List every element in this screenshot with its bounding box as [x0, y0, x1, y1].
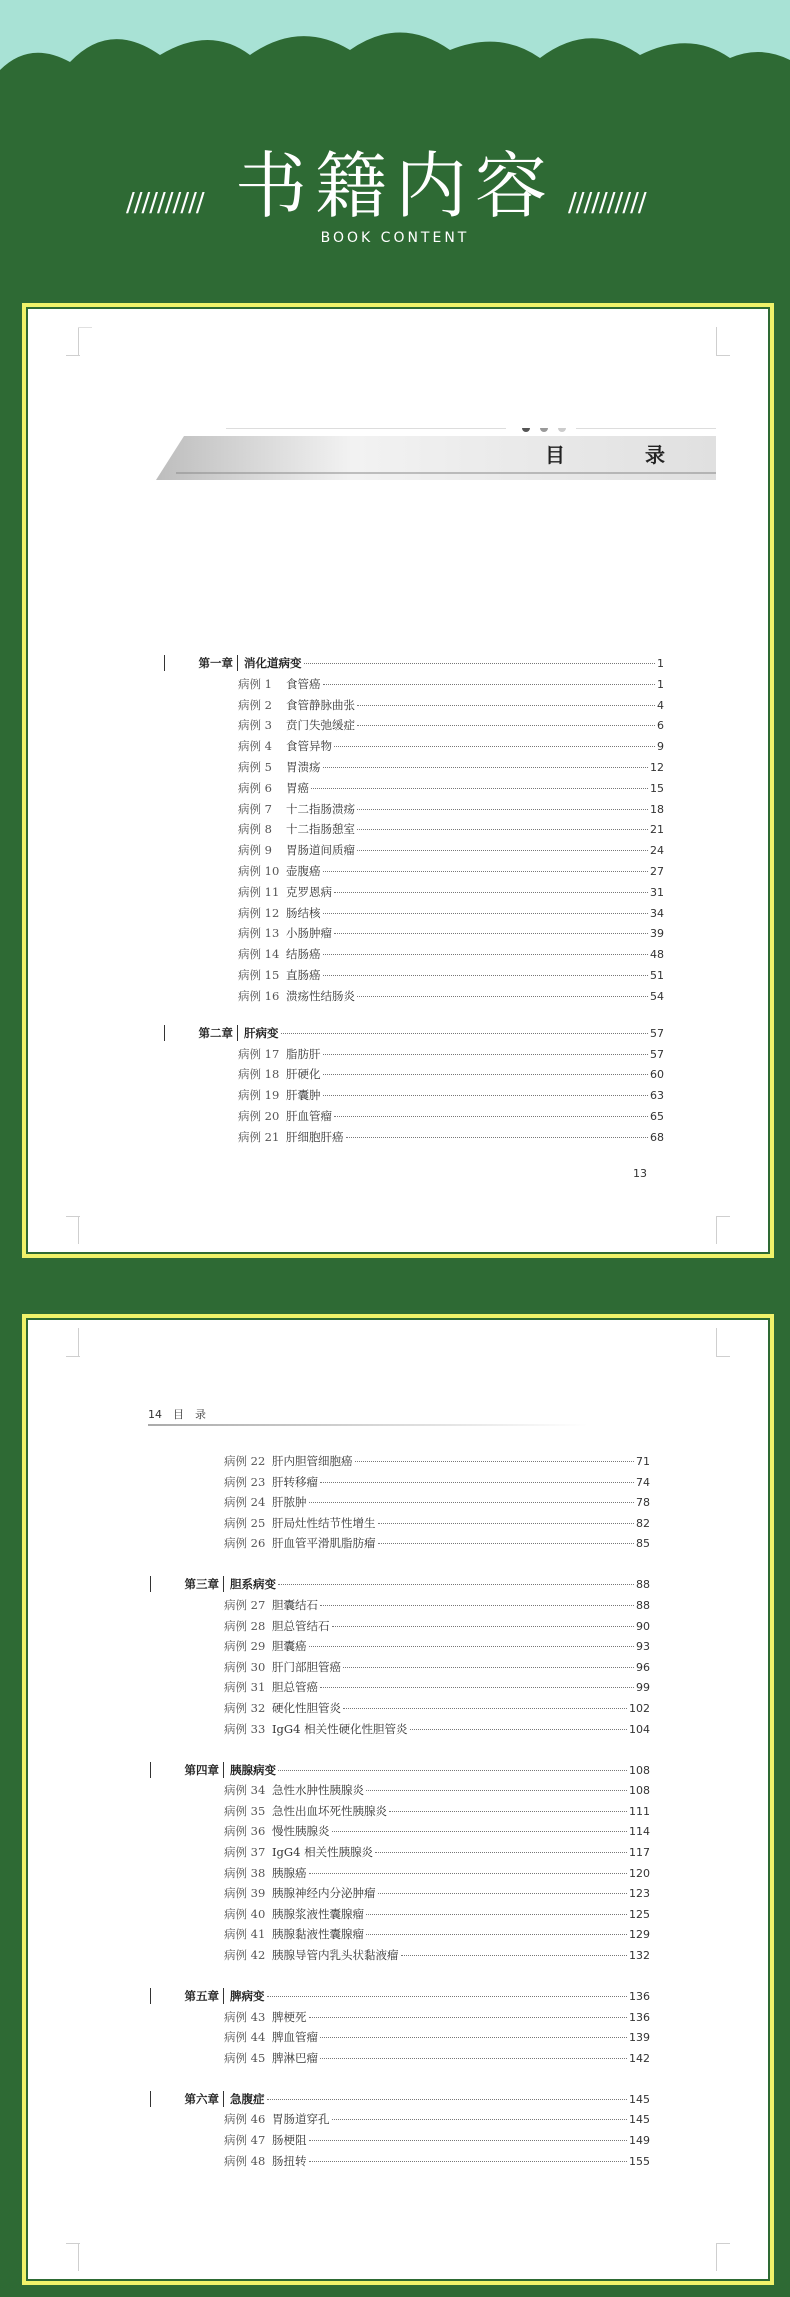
toc-case-row[interactable]	[150, 1597, 650, 1613]
dot-leader	[320, 2058, 627, 2059]
running-head-rule	[148, 1424, 588, 1426]
page-ref: 139	[629, 2031, 650, 2045]
page-ref: 15	[650, 781, 664, 795]
case-number: 病例 30	[224, 1659, 266, 1674]
dot-leader	[357, 850, 648, 851]
case-title: 肝转移瘤	[272, 1474, 318, 1489]
page-ref: 145	[629, 2113, 650, 2127]
chapter-title: 急腹症	[230, 2091, 265, 2106]
chapter-title: 胆系病变	[230, 1577, 276, 1592]
toc-case-row[interactable]	[164, 946, 664, 962]
page-ref: 9	[657, 740, 664, 754]
case-title: 胰腺黏液性囊腺瘤	[272, 1927, 364, 1942]
case-number: 病例 40	[224, 1906, 266, 1921]
dot-leader	[309, 1502, 635, 1503]
page-ref: 39	[650, 927, 664, 941]
case-number: 病例 38	[224, 1865, 266, 1880]
chapter-title: 肝病变	[244, 1025, 279, 1040]
case-title: 胰腺导管内乳头状黏液瘤	[272, 1948, 399, 1962]
page-ref: 145	[629, 2092, 650, 2106]
toc-list-page-1	[164, 655, 664, 1155]
toc-case-row[interactable]	[150, 1535, 650, 1551]
case-title: 胆总管结石	[272, 1618, 330, 1633]
dot-leader	[366, 1790, 627, 1791]
case-number: 病例 7	[238, 801, 272, 816]
page-ref: 90	[636, 1619, 650, 1633]
case-title: 十二指肠溃疡	[286, 801, 355, 816]
case-number: 病例 16	[238, 988, 280, 1003]
case-title: 肠梗阻	[272, 2133, 307, 2147]
toc-case-row[interactable]	[164, 801, 664, 817]
case-title: 克罗恩病	[286, 884, 332, 899]
crop-mark-tl	[66, 327, 94, 355]
page-ref: 1	[657, 657, 664, 670]
toc-case-row[interactable]	[164, 925, 664, 941]
case-number: 病例 35	[224, 1803, 266, 1818]
crop-mark-tr	[702, 327, 730, 355]
crop-mark-br	[702, 1216, 730, 1244]
page-ref: 136	[629, 2010, 650, 2024]
case-number: 病例 14	[238, 947, 280, 962]
dot-leader	[323, 767, 649, 768]
page-ref: 12	[650, 761, 664, 774]
case-title: 肠扭转	[272, 2153, 307, 2168]
case-title: 肝囊肿	[286, 1088, 321, 1103]
dot-leader	[357, 725, 655, 726]
toc-case-row[interactable]	[150, 1782, 650, 1798]
dot-leader	[309, 2140, 628, 2141]
sky-hills-decoration	[0, 0, 790, 120]
section-title: 书籍内容	[234, 144, 555, 228]
case-title: 十二指肠憩室	[286, 822, 355, 837]
page-ref: 123	[629, 1887, 650, 1901]
toc-case-row[interactable]	[150, 1865, 650, 1881]
running-head: 14 目 录	[148, 1408, 206, 1421]
case-number: 病例 26	[224, 1536, 266, 1551]
case-number: 病例 11	[238, 884, 280, 899]
dot-leader	[401, 1955, 628, 1956]
page-number: 13	[633, 1167, 647, 1180]
case-title: 胰腺神经内分泌肿瘤	[272, 1886, 376, 1901]
case-number: 病例 12	[238, 905, 280, 920]
case-number: 病例 25	[224, 1515, 266, 1530]
page-ref: 99	[636, 1681, 650, 1695]
case-number: 病例 18	[238, 1067, 280, 1082]
page-ref: 21	[650, 823, 664, 837]
case-number: 病例 36	[224, 1824, 266, 1839]
page-ref: 60	[650, 1068, 664, 1082]
toc-chapter-row[interactable]	[150, 1576, 650, 1592]
page-ref: 24	[650, 844, 664, 858]
dot-leader	[346, 1137, 649, 1138]
dot-leader	[278, 1770, 627, 1771]
page-ref: 88	[636, 1578, 650, 1592]
dot-leader	[332, 1626, 635, 1627]
crop-mark-bl	[66, 2243, 94, 2271]
case-title: 溃疡性结肠炎	[286, 988, 355, 1003]
dot-leader	[323, 871, 649, 872]
chapter-title: 胰腺病变	[230, 1762, 276, 1777]
dot-leader	[343, 1667, 634, 1668]
toc-chapter-row[interactable]	[164, 655, 664, 671]
toc-case-row[interactable]	[164, 842, 664, 858]
case-number: 病例 31	[224, 1680, 266, 1695]
page-ref: 136	[629, 1990, 650, 2003]
dot-leader	[332, 2119, 628, 2120]
case-title: 肝细胞肝癌	[286, 1129, 344, 1144]
toc-case-row[interactable]	[150, 1494, 650, 1510]
toc-chapter-row[interactable]	[150, 1988, 650, 2004]
page-ref: 48	[650, 948, 664, 962]
page-ref: 57	[650, 1047, 664, 1061]
toc-case-row[interactable]	[150, 1906, 650, 1922]
toc-case-row[interactable]	[164, 1129, 664, 1145]
toc-case-row[interactable]	[150, 1638, 650, 1654]
chapter-title: 脾病变	[230, 1989, 265, 2003]
page-ref: 149	[629, 2134, 650, 2147]
dot-leader	[323, 1054, 649, 1055]
page-ref: 155	[629, 2154, 650, 2168]
dot-leader	[320, 2037, 627, 2038]
case-title: 脂肪肝	[286, 1046, 321, 1061]
page-ref: 51	[650, 969, 664, 982]
case-number: 病例 19	[238, 1088, 280, 1103]
dot-leader	[323, 1095, 649, 1096]
case-title: 贲门失弛缓症	[286, 718, 355, 733]
dot-leader	[309, 2017, 628, 2018]
case-title: 肝硬化	[286, 1067, 321, 1082]
case-number: 病例 47	[224, 2133, 266, 2147]
page-ref: 1	[657, 677, 664, 691]
case-number: 病例 4	[238, 739, 272, 754]
case-title: 胃溃疡	[286, 760, 321, 774]
right-slash-decoration: //////////	[568, 188, 646, 218]
page-ref: 117	[629, 1846, 650, 1859]
page-ref: 63	[650, 1089, 664, 1103]
case-title: 胰腺浆液性囊腺瘤	[272, 1906, 364, 1921]
chapter-title: 消化道病变	[244, 656, 302, 670]
case-number: 病例 24	[224, 1495, 266, 1510]
page-ref: 120	[629, 1866, 650, 1880]
case-number: 病例 34	[224, 1783, 266, 1798]
dot-leader	[410, 1729, 627, 1730]
case-number: 病例 13	[238, 926, 280, 941]
dot-leader	[378, 1523, 635, 1524]
case-number: 病例 6	[238, 780, 272, 795]
dot-leader	[343, 1708, 627, 1709]
case-number: 病例 20	[238, 1109, 280, 1123]
chapter-number: 第五章	[150, 1988, 224, 2004]
case-number: 病例 1	[238, 676, 272, 691]
case-number: 病例 2	[238, 697, 272, 712]
toc-case-row[interactable]	[164, 988, 664, 1004]
toc-case-row[interactable]	[164, 1046, 664, 1062]
case-number: 病例 27	[224, 1598, 266, 1612]
page-ref: 88	[636, 1599, 650, 1612]
case-number: 病例 28	[224, 1618, 266, 1633]
toc-case-row[interactable]	[150, 1926, 650, 1942]
toc-case-row[interactable]	[150, 2009, 650, 2025]
page-ref: 108	[629, 1784, 650, 1798]
case-number: 病例 39	[224, 1886, 266, 1901]
crop-mark-tr	[702, 1328, 730, 1356]
dot-leader	[357, 996, 648, 997]
page-ref: 125	[629, 1907, 650, 1921]
page-ref: 82	[636, 1516, 650, 1530]
toc-case-row[interactable]	[150, 1659, 650, 1675]
case-number: 病例 5	[238, 760, 272, 774]
page-ref: 6	[657, 719, 664, 733]
toc-case-row[interactable]	[164, 717, 664, 733]
page-ref: 31	[650, 885, 664, 899]
dot-leader	[334, 746, 655, 747]
toc-case-row[interactable]	[164, 697, 664, 713]
case-title: 脾淋巴瘤	[272, 2050, 318, 2065]
page-ref: 132	[629, 1949, 650, 1962]
page-ref: 18	[650, 802, 664, 816]
case-number: 病例 21	[238, 1129, 280, 1144]
dot-leader	[323, 913, 649, 914]
toc-case-row[interactable]	[164, 780, 664, 796]
case-number: 病例 37	[224, 1845, 266, 1859]
dot-leader	[320, 1605, 634, 1606]
dot-leader	[309, 1873, 628, 1874]
chapter-number: 第一章	[164, 655, 238, 671]
toc-page-1	[22, 303, 774, 1258]
page-ref: 108	[629, 1763, 650, 1777]
case-number: 病例 3	[238, 718, 272, 733]
toc-case-row[interactable]	[150, 1474, 650, 1490]
dot-leader	[389, 1811, 627, 1812]
case-number: 病例 9	[238, 843, 272, 858]
page-ref: 104	[629, 1722, 650, 1736]
dot-leader	[311, 788, 648, 789]
toc-list-page-2	[150, 1453, 650, 2253]
case-title: 结肠癌	[286, 947, 321, 962]
dot-leader	[320, 1687, 634, 1688]
toc-case-row[interactable]	[150, 1679, 650, 1695]
toc-case-row[interactable]	[150, 2029, 650, 2045]
case-number: 病例 22	[224, 1454, 266, 1468]
case-title: 脾血管瘤	[272, 2030, 318, 2045]
chapter-number: 第六章	[150, 2091, 224, 2107]
page-ref: 74	[636, 1475, 650, 1489]
toc-case-row[interactable]	[150, 2132, 650, 2148]
page-ref: 54	[650, 989, 664, 1003]
toc-case-row[interactable]	[164, 676, 664, 692]
case-title: 肝脓肿	[272, 1495, 307, 1510]
dot-leader	[278, 1584, 634, 1585]
page-ref: 68	[650, 1130, 664, 1144]
toc-case-row[interactable]	[150, 1618, 650, 1634]
page-ref: 93	[636, 1640, 650, 1654]
toc-case-row[interactable]	[164, 1066, 664, 1082]
dot-leader	[267, 1996, 628, 1997]
dot-leader	[334, 1116, 648, 1117]
dot-leader	[323, 975, 649, 976]
case-title: IgG4 相关性硬化性胆管炎	[272, 1721, 408, 1736]
case-number: 病例 33	[224, 1721, 266, 1736]
case-number: 病例 32	[224, 1701, 266, 1715]
case-title: 胃肠道间质瘤	[286, 843, 355, 858]
case-title: 肝内胆管细胞癌	[272, 1454, 353, 1468]
case-title: 胃肠道穿孔	[272, 2112, 330, 2127]
toc-case-row[interactable]	[164, 1087, 664, 1103]
case-number: 病例 29	[224, 1639, 266, 1654]
toc-case-row[interactable]	[164, 863, 664, 879]
case-title: 肝局灶性结节性增生	[272, 1515, 376, 1530]
case-title: 肠结核	[286, 905, 321, 920]
toc-case-row[interactable]	[150, 1885, 650, 1901]
case-title: 硬化性胆管炎	[272, 1701, 341, 1715]
toc-case-row[interactable]	[150, 2050, 650, 2066]
case-number: 病例 48	[224, 2153, 266, 2168]
case-title: 胆囊结石	[272, 1598, 318, 1612]
toc-case-row[interactable]	[164, 884, 664, 900]
chapter-number: 第二章	[164, 1025, 238, 1041]
case-number: 病例 46	[224, 2112, 266, 2127]
case-title: 小肠肿瘤	[286, 926, 332, 941]
page-ref: 65	[650, 1110, 664, 1123]
left-slash-decoration: //////////	[126, 188, 204, 218]
case-number: 病例 45	[224, 2050, 266, 2065]
toc-case-row[interactable]	[150, 1700, 650, 1716]
case-number: 病例 10	[238, 864, 280, 878]
dot-leader	[357, 809, 648, 810]
dot-leader	[366, 1934, 627, 1935]
case-number: 病例 23	[224, 1474, 266, 1489]
case-title: 急性水肿性胰腺炎	[272, 1783, 364, 1798]
case-number: 病例 44	[224, 2030, 266, 2045]
dot-leader	[332, 1831, 628, 1832]
toc-case-row[interactable]	[150, 1947, 650, 1963]
page-ref: 111	[629, 1804, 650, 1818]
dot-leader	[357, 829, 648, 830]
section-subtitle: BOOK CONTENT	[320, 230, 470, 246]
case-number: 病例 15	[238, 968, 280, 982]
case-title: 直肠癌	[286, 968, 321, 982]
page-ref: 102	[629, 1702, 650, 1715]
case-title: 肝门部胆管癌	[272, 1659, 341, 1674]
page-ref: 85	[636, 1537, 650, 1551]
toc-case-row[interactable]	[164, 821, 664, 837]
chapter-number: 第四章	[150, 1762, 224, 1778]
toc-case-row[interactable]	[150, 1453, 650, 1469]
case-title: IgG4 相关性胰腺炎	[272, 1845, 374, 1859]
page-ref: 4	[657, 698, 664, 712]
dot-leader	[309, 2161, 628, 2162]
page-ref: 34	[650, 906, 664, 920]
toc-case-row[interactable]	[150, 1721, 650, 1737]
crop-mark-tl	[66, 1328, 94, 1356]
case-title: 胰腺癌	[272, 1865, 307, 1880]
dot-leader	[323, 1074, 649, 1075]
dot-leader	[323, 684, 656, 685]
case-title: 食管癌	[286, 676, 321, 691]
page-ref: 71	[636, 1455, 650, 1468]
section-header	[0, 144, 790, 246]
toc-case-row[interactable]	[150, 2153, 650, 2169]
case-title: 急性出血坏死性胰腺炎	[272, 1803, 387, 1818]
dot-leader	[378, 1893, 628, 1894]
toc-case-row[interactable]	[164, 1108, 664, 1124]
dot-leader	[267, 2099, 628, 2100]
case-title: 食管静脉曲张	[286, 697, 355, 712]
dot-leader	[281, 1033, 649, 1034]
crop-mark-bl	[66, 1216, 94, 1244]
toc-case-row[interactable]	[150, 2111, 650, 2127]
dot-leader	[378, 1543, 635, 1544]
toc-case-row[interactable]	[164, 738, 664, 754]
dot-leader	[320, 1482, 634, 1483]
toc-chapter-row[interactable]	[150, 1762, 650, 1778]
case-title: 肝血管瘤	[286, 1109, 332, 1123]
page-ref: 142	[629, 2051, 650, 2065]
page-ref: 114	[629, 1825, 650, 1839]
page-ref: 129	[629, 1928, 650, 1942]
toc-chapter-row[interactable]	[164, 1025, 664, 1041]
toc-case-row[interactable]	[150, 1803, 650, 1819]
dot-leader	[304, 663, 656, 664]
chapter-number: 第三章	[150, 1576, 224, 1592]
dot-leader	[334, 933, 648, 934]
toc-case-row[interactable]	[150, 1515, 650, 1531]
case-number: 病例 42	[224, 1948, 266, 1962]
dot-leader	[375, 1852, 627, 1853]
case-title: 壶腹癌	[286, 864, 321, 878]
dot-leader	[357, 705, 655, 706]
toc-case-row[interactable]	[164, 905, 664, 921]
dot-leader	[309, 1646, 635, 1647]
case-title: 胆总管癌	[272, 1680, 318, 1695]
page-ref: 78	[636, 1496, 650, 1510]
case-title: 脾梗死	[272, 2009, 307, 2024]
toc-case-row[interactable]	[150, 1844, 650, 1860]
toc-heading: 目 录	[545, 443, 695, 467]
case-title: 食管异物	[286, 739, 332, 754]
dot-leader	[355, 1461, 635, 1462]
case-number: 病例 41	[224, 1927, 266, 1942]
dot-leader	[334, 892, 648, 893]
toc-chapter-row[interactable]	[150, 2091, 650, 2107]
page-ref: 27	[650, 865, 664, 878]
crop-mark-br	[702, 2243, 730, 2271]
toc-case-row[interactable]	[150, 1823, 650, 1839]
page-ref: 57	[650, 1026, 664, 1040]
dot-leader	[323, 954, 649, 955]
case-title: 胆囊癌	[272, 1639, 307, 1654]
toc-page-2	[22, 1314, 774, 2285]
case-title: 肝血管平滑肌脂肪瘤	[272, 1536, 376, 1551]
dot-leader	[366, 1914, 627, 1915]
page-ref: 96	[636, 1660, 650, 1674]
case-number: 病例 43	[224, 2009, 266, 2024]
case-title: 胃癌	[286, 780, 309, 795]
case-title: 慢性胰腺炎	[272, 1824, 330, 1839]
case-number: 病例 8	[238, 822, 272, 837]
toc-case-row[interactable]	[164, 967, 664, 983]
toc-case-row[interactable]	[164, 759, 664, 775]
case-number: 病例 17	[238, 1046, 280, 1061]
